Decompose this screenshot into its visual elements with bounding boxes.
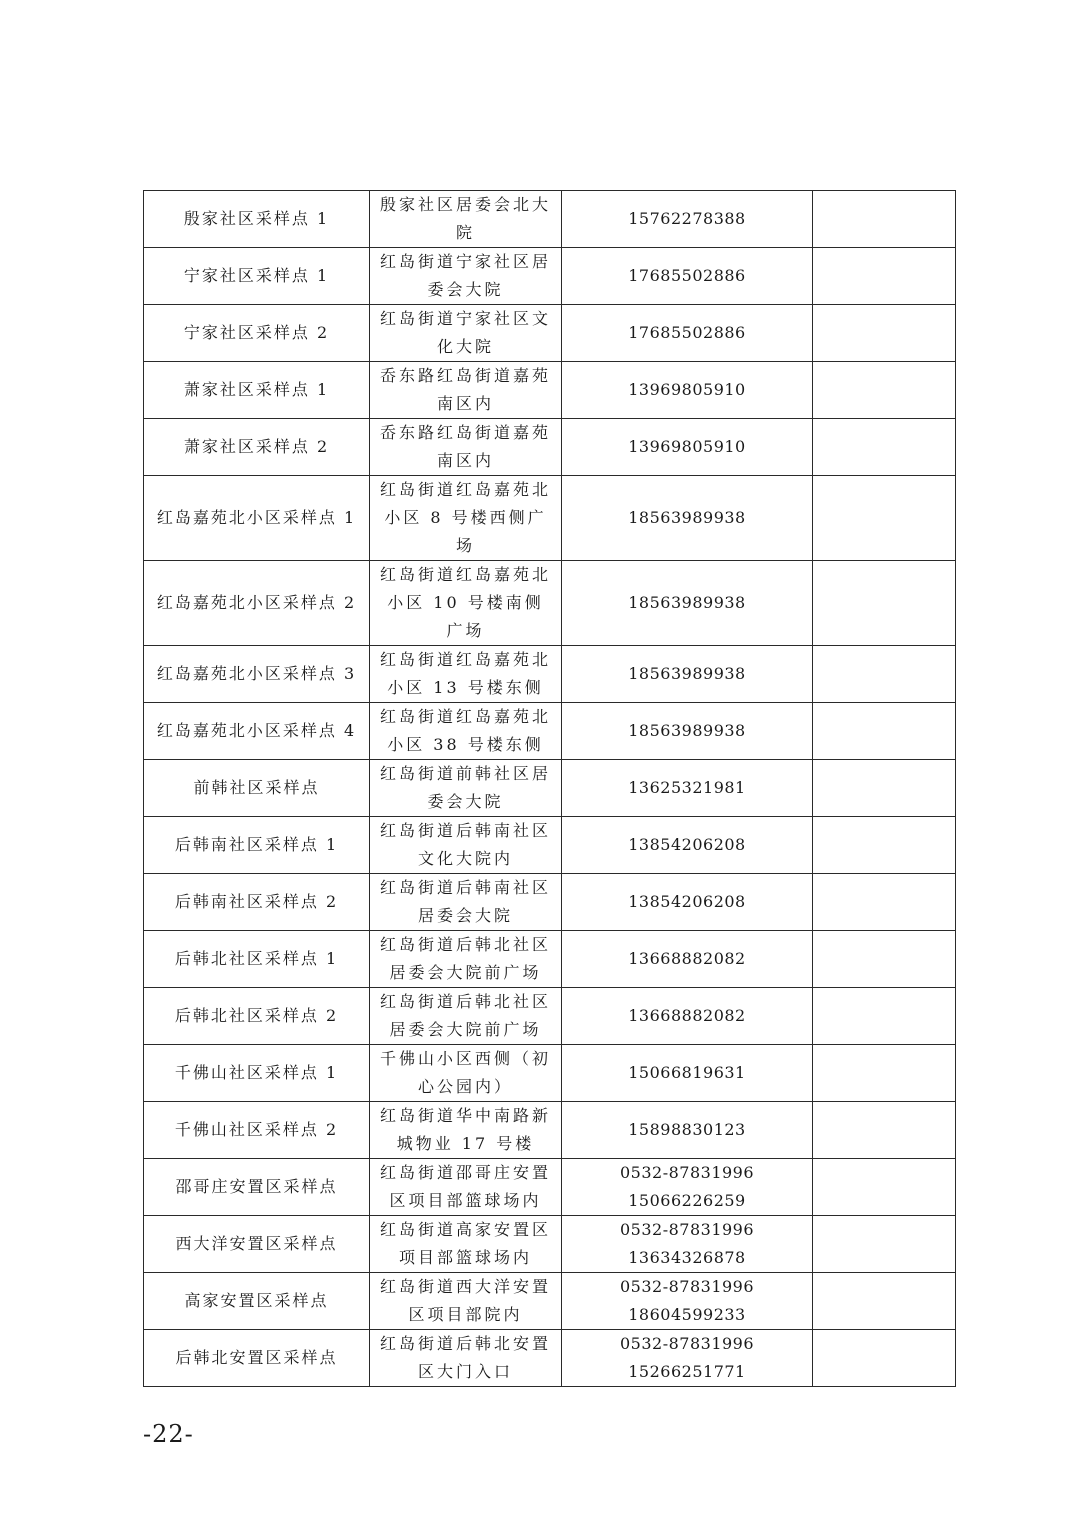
table-row	[144, 817, 956, 874]
contact-phone: 18563989938	[628, 508, 746, 527]
sampling-point-address: 千佛山小区西侧（初心公园内）	[370, 1045, 562, 1102]
contact-phone: 13668882082	[628, 1006, 746, 1025]
contact-phone: 13668882082	[628, 949, 746, 968]
table-row	[144, 248, 956, 305]
sampling-points-table	[143, 190, 956, 1387]
remarks-cell	[813, 561, 956, 646]
contact-phone: 13854206208	[628, 835, 746, 854]
remarks-cell	[813, 1330, 956, 1387]
table-row	[144, 476, 956, 561]
table-row	[144, 1216, 956, 1273]
sampling-point-name: 宁家社区采样点 2	[144, 305, 370, 362]
remarks-cell	[813, 1273, 956, 1330]
contact-phone-cell	[562, 362, 813, 419]
sampling-point-address: 红岛街道宁家社区居委会大院	[370, 248, 562, 305]
contact-phone-cell	[562, 646, 813, 703]
contact-phone: 0532-87831996	[619, 1220, 755, 1239]
contact-phone: 15898830123	[628, 1120, 746, 1139]
contact-phone-cell	[562, 931, 813, 988]
contact-phone: 15066819631	[628, 1063, 746, 1082]
sampling-point-name: 宁家社区采样点 1	[144, 248, 370, 305]
page-number: -22-	[143, 1420, 194, 1448]
remarks-cell	[813, 1045, 956, 1102]
table-body	[144, 191, 956, 1387]
sampling-point-address: 岙东路红岛街道嘉苑南区内	[370, 362, 562, 419]
sampling-point-address: 红岛街道邵哥庄安置区项目部篮球场内	[370, 1159, 562, 1216]
sampling-point-name: 西大洋安置区采样点	[144, 1216, 370, 1273]
sampling-point-name: 萧家社区采样点 2	[144, 419, 370, 476]
sampling-point-name: 千佛山社区采样点 2	[144, 1102, 370, 1159]
remarks-cell	[813, 817, 956, 874]
sampling-point-address: 红岛街道宁家社区文化大院	[370, 305, 562, 362]
sampling-point-address: 红岛街道后韩北安置区大门入口	[370, 1330, 562, 1387]
table-row	[144, 1273, 956, 1330]
sampling-point-name: 后韩北社区采样点 1	[144, 931, 370, 988]
contact-phone-cell	[562, 419, 813, 476]
sampling-point-address: 红岛街道后韩南社区文化大院内	[370, 817, 562, 874]
contact-phone: 15066226259	[628, 1191, 746, 1210]
contact-phone-cell	[562, 476, 813, 561]
contact-phone-cell	[562, 1045, 813, 1102]
table-row	[144, 362, 956, 419]
contact-phone: 0532-87831996	[619, 1163, 755, 1182]
table-row	[144, 1102, 956, 1159]
contact-phone-cell	[562, 703, 813, 760]
contact-phone-cell	[562, 1216, 813, 1273]
sampling-point-name: 红岛嘉苑北小区采样点 3	[144, 646, 370, 703]
table-row	[144, 760, 956, 817]
table-row	[144, 419, 956, 476]
remarks-cell	[813, 305, 956, 362]
sampling-point-name: 红岛嘉苑北小区采样点 1	[144, 476, 370, 561]
contact-phone: 18563989938	[628, 721, 746, 740]
sampling-point-address: 红岛街道红岛嘉苑北小区 38 号楼东侧	[370, 703, 562, 760]
sampling-point-name: 萧家社区采样点 1	[144, 362, 370, 419]
sampling-point-address: 红岛街道后韩南社区居委会大院	[370, 874, 562, 931]
sampling-point-address: 红岛街道前韩社区居委会大院	[370, 760, 562, 817]
sampling-point-address: 殷家社区居委会北大院	[370, 191, 562, 248]
table-row	[144, 988, 956, 1045]
contact-phone-cell	[562, 1159, 813, 1216]
remarks-cell	[813, 646, 956, 703]
contact-phone: 13854206208	[628, 892, 746, 911]
sampling-point-name: 后韩南社区采样点 2	[144, 874, 370, 931]
remarks-cell	[813, 874, 956, 931]
remarks-cell	[813, 1216, 956, 1273]
table-row	[144, 305, 956, 362]
remarks-cell	[813, 703, 956, 760]
contact-phone: 13969805910	[628, 380, 746, 399]
sampling-point-address: 红岛街道红岛嘉苑北小区 8 号楼西侧广场	[370, 476, 562, 561]
contact-phone-cell	[562, 191, 813, 248]
sampling-point-address: 红岛街道后韩北社区居委会大院前广场	[370, 988, 562, 1045]
remarks-cell	[813, 931, 956, 988]
contact-phone-cell	[562, 305, 813, 362]
contact-phone: 15266251771	[628, 1362, 746, 1381]
contact-phone-cell	[562, 874, 813, 931]
contact-phone: 13625321981	[628, 778, 746, 797]
sampling-point-name: 高家安置区采样点	[144, 1273, 370, 1330]
contact-phone: 17685502886	[628, 266, 746, 285]
contact-phone: 0532-87831996	[619, 1334, 755, 1353]
sampling-point-address: 岙东路红岛街道嘉苑南区内	[370, 419, 562, 476]
contact-phone: 18563989938	[628, 593, 746, 612]
contact-phone-cell	[562, 1102, 813, 1159]
contact-phone-cell	[562, 248, 813, 305]
remarks-cell	[813, 1159, 956, 1216]
contact-phone-cell	[562, 561, 813, 646]
contact-phone-cell	[562, 1330, 813, 1387]
remarks-cell	[813, 476, 956, 561]
sampling-point-name: 红岛嘉苑北小区采样点 2	[144, 561, 370, 646]
table-row	[144, 1159, 956, 1216]
remarks-cell	[813, 191, 956, 248]
remarks-cell	[813, 1102, 956, 1159]
table-row	[144, 191, 956, 248]
remarks-cell	[813, 760, 956, 817]
table-row	[144, 1330, 956, 1387]
remarks-cell	[813, 362, 956, 419]
table-row	[144, 1045, 956, 1102]
sampling-point-address: 红岛街道红岛嘉苑北小区 10 号楼南侧广场	[370, 561, 562, 646]
sampling-point-name: 后韩北社区采样点 2	[144, 988, 370, 1045]
sampling-point-name: 千佛山社区采样点 1	[144, 1045, 370, 1102]
contact-phone: 15762278388	[628, 209, 746, 228]
contact-phone-cell	[562, 760, 813, 817]
sampling-point-name: 前韩社区采样点	[144, 760, 370, 817]
sampling-point-name: 后韩北安置区采样点	[144, 1330, 370, 1387]
sampling-point-address: 红岛街道高家安置区项目部篮球场内	[370, 1216, 562, 1273]
remarks-cell	[813, 419, 956, 476]
sampling-point-address: 红岛街道红岛嘉苑北小区 13 号楼东侧	[370, 646, 562, 703]
remarks-cell	[813, 988, 956, 1045]
table-row	[144, 561, 956, 646]
contact-phone: 13634326878	[628, 1248, 746, 1267]
contact-phone-cell	[562, 1273, 813, 1330]
sampling-point-address: 红岛街道华中南路新城物业 17 号楼	[370, 1102, 562, 1159]
sampling-point-name: 后韩南社区采样点 1	[144, 817, 370, 874]
table-row	[144, 646, 956, 703]
contact-phone: 17685502886	[628, 323, 746, 342]
contact-phone-cell	[562, 817, 813, 874]
remarks-cell	[813, 248, 956, 305]
contact-phone-cell	[562, 988, 813, 1045]
contact-phone: 18604599233	[628, 1305, 746, 1324]
sampling-point-name: 红岛嘉苑北小区采样点 4	[144, 703, 370, 760]
table-row	[144, 703, 956, 760]
sampling-point-address: 红岛街道西大洋安置区项目部院内	[370, 1273, 562, 1330]
contact-phone: 0532-87831996	[619, 1277, 755, 1296]
table-row	[144, 931, 956, 988]
sampling-point-address: 红岛街道后韩北社区居委会大院前广场	[370, 931, 562, 988]
table-row	[144, 874, 956, 931]
contact-phone: 13969805910	[628, 437, 746, 456]
sampling-point-name: 殷家社区采样点 1	[144, 191, 370, 248]
sampling-point-name: 邵哥庄安置区采样点	[144, 1159, 370, 1216]
contact-phone: 18563989938	[628, 664, 746, 683]
